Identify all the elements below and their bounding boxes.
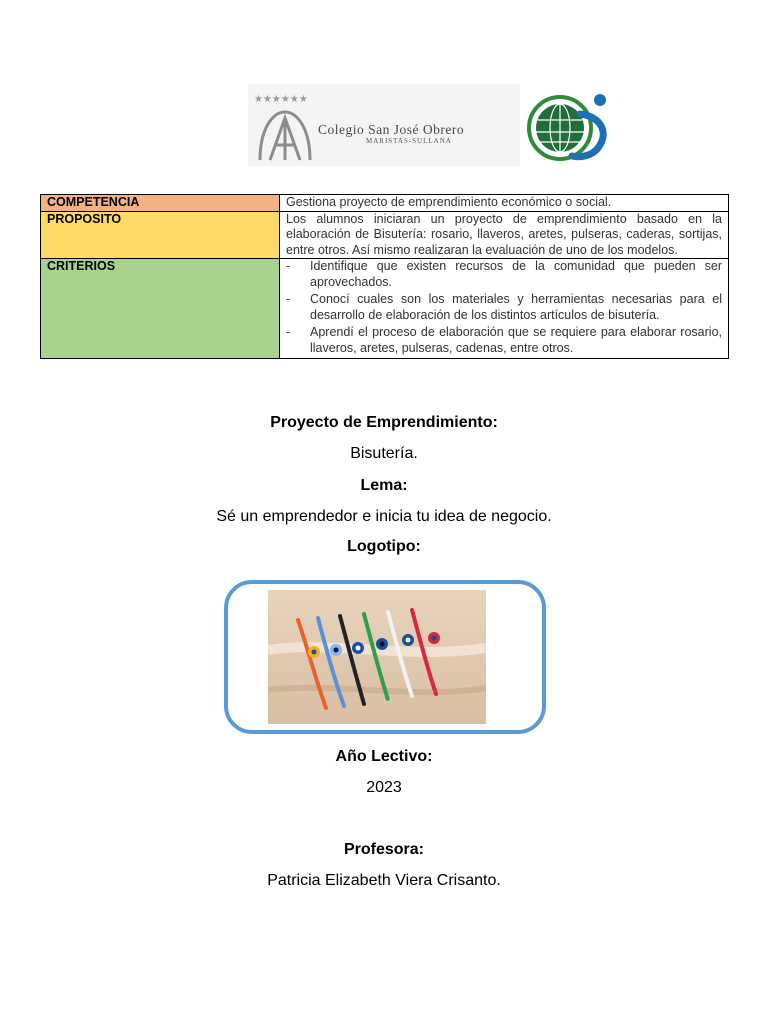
competencia-label: COMPETENCIA xyxy=(41,195,280,212)
project-heading: Proyecto de Emprendimiento: xyxy=(270,414,498,431)
competencia-text: Gestiona proyecto de emprendimiento económico o social. xyxy=(280,195,729,212)
svg-text:★★★★★★: ★★★★★★ xyxy=(254,94,308,105)
list-item: - Conocí cuales son los materiales y herramientas necesarias para el desarrollo de elaboración de los distintos artículos de bisutería. xyxy=(286,292,722,322)
table-row xyxy=(41,195,729,212)
criterio-text: Identifique que existen recursos de la comunidad que pueden ser aprovechados. xyxy=(310,259,722,289)
motto-heading: Lema: xyxy=(360,477,408,494)
school-subtitle: MARISTAS-SULLANA xyxy=(366,137,452,145)
criterios-list xyxy=(280,259,729,359)
school-name: Colegio San José Obrero xyxy=(318,122,465,137)
table-row xyxy=(41,211,729,259)
logo-frame xyxy=(224,580,546,734)
year-value: 2023 xyxy=(366,779,402,796)
year-heading: Año Lectivo: xyxy=(335,748,433,765)
table-row xyxy=(41,259,729,359)
list-item: - Identifique que existen recursos de la comunidad que pueden ser aprovechados. xyxy=(286,259,722,289)
project-name: Bisutería. xyxy=(350,445,418,462)
school-crest-icon xyxy=(252,90,318,164)
logo-heading: Logotipo: xyxy=(347,538,421,555)
header-logos xyxy=(248,84,620,166)
school-logo xyxy=(248,84,520,166)
list-item: - Aprendí el proceso de elaboración que se requiere para elaborar rosario, llaveros, aretes, pulseras, cadenas, entre otros. xyxy=(286,325,722,355)
proposito-text: Los alumnos iniciaran un proyecto de emprendimiento basado en la elaboración de Bisutería: rosario, llaveros, aretes, pulseras, caderas, sortijas, entre otros. Así mismo realizaran la evaluación de uno de los modelos. xyxy=(280,211,729,259)
info-table xyxy=(40,194,729,359)
bracelets-image xyxy=(268,590,486,724)
globe-logo-icon xyxy=(520,92,618,162)
proposito-label: PROPOSITO xyxy=(41,211,280,259)
motto-text: Sé un emprendedor e inicia tu idea de negocio. xyxy=(216,508,552,525)
teacher-heading: Profesora: xyxy=(343,841,425,858)
criterio-text: Conocí cuales son los materiales y herramientas necesarias para el desarrollo de elaboración de los distintos artículos de bisutería. xyxy=(310,292,722,322)
teacher-name: Patricia Elizabeth Viera Crisanto. xyxy=(267,872,501,889)
criterios-label: CRITERIOS xyxy=(41,259,280,359)
criterio-text: Aprendí el proceso de elaboración que se requiere para elaborar rosario, llaveros, aretes, pulseras, cadenas, entre otros. xyxy=(310,325,722,355)
